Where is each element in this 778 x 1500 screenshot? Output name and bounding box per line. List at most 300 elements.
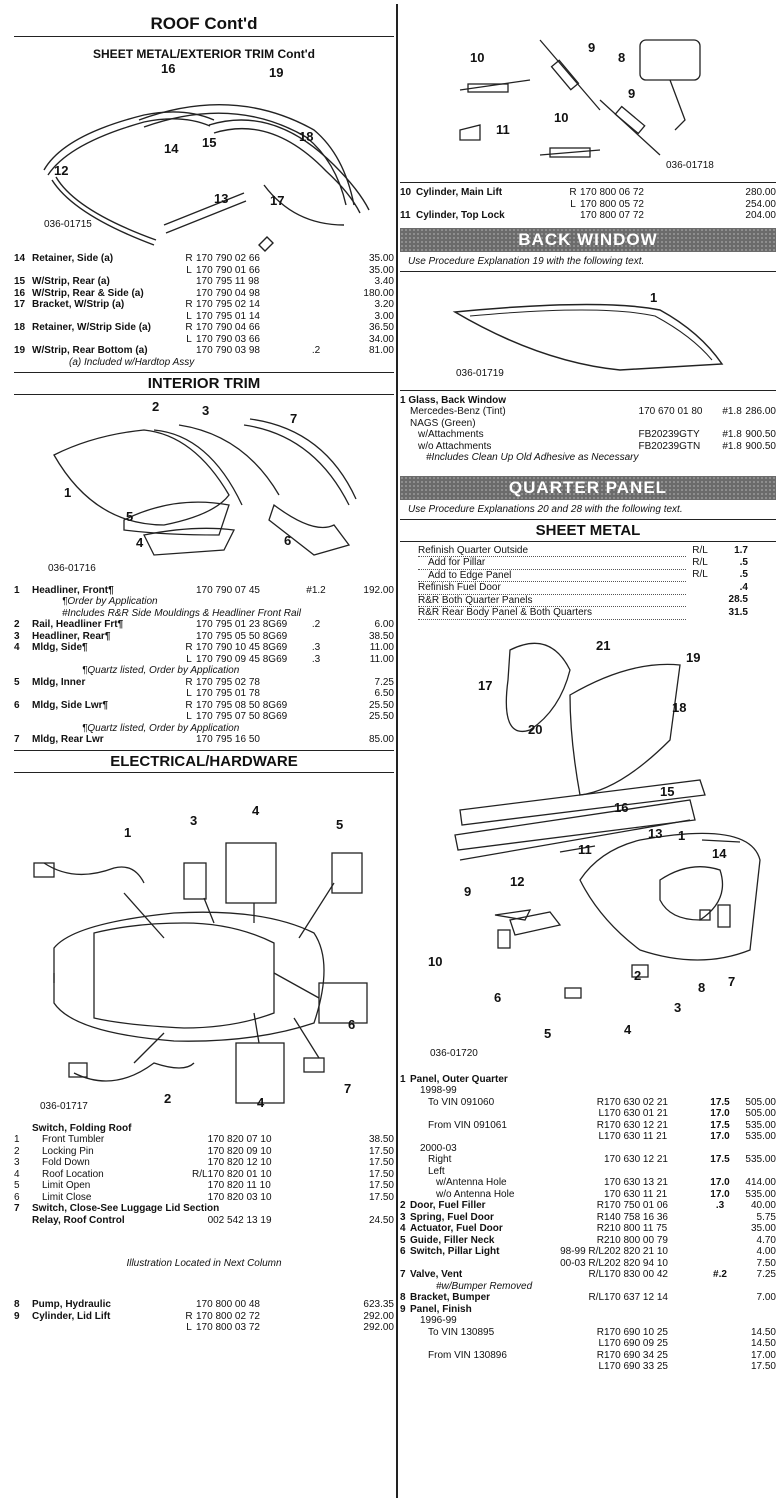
table-row xyxy=(14,265,394,277)
table-cell: Cylinder, Top Lock xyxy=(416,210,505,221)
callout: 20 xyxy=(528,721,543,737)
electrical-parts-table: Switch, Folding Roof 1 Front Tumbler 170 820 07 10 38.50 2 Locking Pin 170 820 09 10 17.50 3 Fold Down 170 820 12 10 17.50 4 Roof Location R/L 170 820 01 10 17.50 5 Limit Open 170 820 11 10 17.50 6 Limit Close 170 820 03 10 17.50 7 Switch, Close-See Luggage Lid Section Relay, Roof Control 002 542 13 19 24.50 xyxy=(14,1122,394,1226)
callout: 7 xyxy=(728,973,736,989)
table-row xyxy=(14,711,394,723)
table-cell xyxy=(702,1246,738,1258)
glass-parts-table xyxy=(400,395,776,464)
callout: 9 xyxy=(628,86,636,101)
table-cell: Bracket, W/Strip (a) xyxy=(32,299,125,310)
table-cell: 192.00 xyxy=(363,584,394,596)
table-cell: 286.00 xyxy=(745,406,776,417)
table-cell xyxy=(738,1085,776,1097)
table-cell: 9 xyxy=(14,1310,20,1322)
callout: 4 xyxy=(136,534,144,550)
table-cell: 19 xyxy=(14,345,26,356)
callout: 18 xyxy=(299,129,314,144)
table-cell xyxy=(32,265,182,277)
table-cell: 14.50 xyxy=(750,1338,776,1349)
roof-trim-illustration xyxy=(14,61,394,253)
callout: 6 xyxy=(494,989,502,1005)
table-cell: 6.50 xyxy=(374,688,394,699)
table-cell: 170 750 01 06 xyxy=(604,1200,668,1211)
back-window-illustration xyxy=(400,272,776,390)
table-cell: 16 xyxy=(14,287,26,299)
table-cell: 535.00 xyxy=(745,1119,776,1131)
table-row xyxy=(400,429,776,441)
table-cell xyxy=(410,1361,556,1373)
table-cell: Mldg, Inner xyxy=(32,676,86,688)
refinish-table xyxy=(418,545,748,620)
table-cell: .4 xyxy=(739,581,748,593)
table-cell: 81.00 xyxy=(368,345,394,356)
table-cell: #1.2 xyxy=(306,584,326,596)
table-cell: 170 820 03 10 xyxy=(207,1191,272,1203)
table-cell xyxy=(702,1235,738,1247)
table-cell: 4.00 xyxy=(756,1246,776,1257)
callout: 17 xyxy=(270,193,285,208)
callout: 18 xyxy=(672,699,687,715)
table-cell: 17.50 xyxy=(368,1191,394,1203)
table-cell: 204.00 xyxy=(745,210,776,221)
table-cell: 17.5 xyxy=(710,1096,730,1108)
table-cell xyxy=(400,1315,410,1327)
table-cell: Headliner, Front¶ xyxy=(32,584,114,596)
table-cell: W/Strip, Rear & Side (a) xyxy=(32,287,144,299)
table-row xyxy=(14,631,394,643)
table-cell: Roof Location xyxy=(42,1168,104,1180)
table-cell: 11.00 xyxy=(369,653,394,665)
table-cell: L xyxy=(186,333,192,345)
table-cell: 17.0 xyxy=(710,1108,730,1119)
table-cell xyxy=(702,1292,738,1304)
table-cell xyxy=(738,1304,776,1316)
table-row xyxy=(14,734,394,746)
table-cell: 85.00 xyxy=(368,734,394,745)
table-cell: 1 xyxy=(14,584,20,596)
table-row xyxy=(14,585,394,597)
table-cell: 17.5 xyxy=(710,1154,730,1165)
table-cell: Bracket, Bumper xyxy=(410,1292,491,1303)
table-cell: 15 xyxy=(14,276,26,287)
table-cell xyxy=(702,1304,738,1316)
table-cell: R xyxy=(596,1223,604,1234)
table-cell: #1.8 xyxy=(722,429,742,440)
table-cell: L xyxy=(598,1361,604,1372)
figure-id: 036-01716 xyxy=(48,562,96,574)
table-cell: FB20239GTN xyxy=(638,440,701,452)
table-row xyxy=(400,1315,776,1327)
callout: 7 xyxy=(290,410,298,426)
table-row xyxy=(400,1166,776,1178)
table-cell xyxy=(296,334,336,346)
table-cell: 17 xyxy=(14,299,26,310)
table-cell: 170 795 02 14 xyxy=(196,299,260,310)
figure-id: 036-01720 xyxy=(430,1047,478,1059)
table-cell: 7.50 xyxy=(756,1257,776,1269)
table-cell: 170 790 03 98 xyxy=(196,345,260,356)
table-cell: R/L xyxy=(692,556,708,568)
table-row xyxy=(400,1258,776,1270)
table-cell xyxy=(738,1315,776,1327)
table-cell xyxy=(296,288,336,300)
table-cell: Refinish Quarter Outside xyxy=(418,545,686,557)
table-cell: Guide, Filler Neck xyxy=(410,1234,495,1246)
table-row xyxy=(14,619,394,631)
callout: 10 xyxy=(428,953,443,969)
table-cell xyxy=(604,1281,702,1293)
table-row xyxy=(400,1246,776,1258)
callout: 6 xyxy=(348,1016,356,1032)
figure-id: 036-01717 xyxy=(40,1100,88,1112)
table-cell: 170 790 02 66 xyxy=(196,253,260,264)
table-row xyxy=(400,1212,776,1224)
interior-trim-illustration xyxy=(14,395,394,585)
table-cell xyxy=(14,688,32,700)
table-cell xyxy=(182,276,196,288)
table-cell: 17.0 xyxy=(710,1177,730,1188)
table-cell: 180.00 xyxy=(363,287,394,299)
table-cell xyxy=(296,711,336,723)
callout: 5 xyxy=(336,816,344,832)
table-cell: 36.50 xyxy=(368,322,394,333)
table-cell: 2 xyxy=(14,1145,20,1157)
table-cell: Switch, Pillar Light xyxy=(410,1246,500,1257)
electrical-title: ELECTRICAL/HARDWARE xyxy=(110,752,298,770)
callout: 15 xyxy=(202,135,217,150)
table-cell xyxy=(14,265,32,277)
table-cell xyxy=(32,311,182,323)
table-cell: 210 800 11 75 xyxy=(604,1223,668,1234)
pump-parts-table xyxy=(14,1299,394,1334)
table-cell xyxy=(604,1074,702,1086)
table-cell: L xyxy=(598,1131,604,1142)
table-cell xyxy=(604,1166,702,1178)
table-cell: #Includes R&R Side Mouldings & Headliner Front Rail xyxy=(62,607,302,619)
table-cell: 8 xyxy=(400,1292,406,1303)
table-cell: 14.50 xyxy=(750,1326,776,1338)
table-cell xyxy=(296,311,336,323)
quarter-panel-title: QUARTER PANEL xyxy=(400,476,776,500)
table-cell: R/L xyxy=(588,1269,604,1280)
table-cell: 170 790 04 98 xyxy=(196,287,260,299)
table-cell xyxy=(745,395,776,407)
table-cell: Add to Edge Panel xyxy=(418,569,686,582)
table-cell: 3.40 xyxy=(374,276,394,287)
callout: 2 xyxy=(634,967,642,983)
table-cell: 280.00 xyxy=(745,187,776,198)
callout: 5 xyxy=(544,1025,552,1041)
back-window-title: BACK WINDOW xyxy=(400,228,776,252)
table-cell xyxy=(400,1338,410,1350)
table-cell: 170 820 01 10 xyxy=(207,1168,272,1180)
table-cell xyxy=(686,594,714,607)
table-cell: .2 xyxy=(311,619,321,630)
table-cell: W/Strip, Rear Bottom (a) xyxy=(32,345,148,356)
table-row xyxy=(14,299,394,311)
callout: 14 xyxy=(712,845,727,861)
table-cell xyxy=(556,1315,604,1327)
table-cell xyxy=(296,322,336,334)
table-cell: 170 795 01 14 xyxy=(196,310,260,322)
table-cell: L xyxy=(598,1108,604,1119)
sheet-metal-subtitle: SHEET METAL/EXTERIOR TRIM Cont'd xyxy=(93,47,315,61)
table-cell: R xyxy=(596,1349,604,1361)
table-cell: L xyxy=(186,310,192,322)
table-cell: 1998-99 xyxy=(420,1085,457,1096)
table-cell: 31.5 xyxy=(728,606,748,618)
table-row xyxy=(400,1338,776,1350)
table-cell xyxy=(296,631,336,643)
table-cell: 170 690 34 25 xyxy=(604,1349,668,1361)
table-cell: 900.50 xyxy=(745,440,776,452)
table-row xyxy=(418,569,748,582)
table-cell xyxy=(738,1074,776,1086)
table-cell: R&R Both Quarter Panels xyxy=(418,594,686,607)
table-row xyxy=(14,288,394,300)
table-cell: R xyxy=(185,1310,193,1322)
table-cell: #w/Bumper Removed xyxy=(436,1280,533,1292)
table-cell xyxy=(702,1338,738,1350)
table-cell: 170 690 10 25 xyxy=(604,1326,668,1338)
roof-title: ROOF Cont'd xyxy=(150,14,258,33)
table-cell xyxy=(14,711,32,723)
table-cell: Door, Fuel Filler xyxy=(410,1200,486,1211)
table-cell: 3.20 xyxy=(374,299,394,310)
table-cell: 17.50 xyxy=(368,1180,394,1191)
table-cell xyxy=(400,1108,410,1120)
table-cell xyxy=(686,582,714,595)
table-cell: 170 800 07 72 xyxy=(580,210,644,221)
table-cell: W/Strip, Rear (a) xyxy=(32,276,110,287)
table-cell xyxy=(702,1223,738,1235)
table-cell: 6.00 xyxy=(374,619,394,630)
table-cell: #1.8 xyxy=(722,406,742,417)
table-cell xyxy=(296,253,336,265)
callout: 10 xyxy=(470,50,485,65)
table-cell: 292.00 xyxy=(363,1310,394,1322)
table-cell: 170 820 07 10 xyxy=(207,1134,272,1145)
table-cell: 170 795 01 78 xyxy=(196,688,260,699)
right-column xyxy=(400,0,776,1373)
table-cell: Limit Close xyxy=(42,1191,92,1203)
table-row xyxy=(400,1154,776,1166)
table-row xyxy=(400,1074,776,1086)
table-row xyxy=(14,1169,394,1181)
table-row xyxy=(400,1361,776,1373)
table-cell xyxy=(604,1143,702,1155)
table-cell: 140 758 16 36 xyxy=(604,1211,668,1223)
table-cell xyxy=(702,1350,738,1362)
table-cell xyxy=(604,1315,702,1327)
table-cell: Valve, Vent xyxy=(410,1269,463,1280)
callout: 13 xyxy=(214,191,229,206)
table-cell: Rail, Headliner Frt¶ xyxy=(32,619,124,630)
table-cell xyxy=(192,1192,208,1204)
table-cell: 505.00 xyxy=(745,1108,776,1119)
table-cell: 170 690 09 25 xyxy=(604,1338,668,1349)
table-cell: Headliner, Rear¶ xyxy=(32,630,111,642)
table-cell: 254.00 xyxy=(745,198,776,210)
table-cell xyxy=(719,452,746,464)
table-cell xyxy=(182,585,196,597)
table-row xyxy=(14,253,394,265)
table-cell xyxy=(400,1361,410,1373)
table-cell: .3 xyxy=(311,642,321,653)
table-row xyxy=(400,1223,776,1235)
table-cell xyxy=(32,711,182,723)
table-row xyxy=(14,311,394,323)
callout: 17 xyxy=(478,677,493,693)
callout: 3 xyxy=(190,812,198,828)
table-cell xyxy=(400,1350,410,1362)
table-cell: 10 xyxy=(400,187,412,198)
table-row xyxy=(14,1299,394,1311)
table-cell: R/L xyxy=(192,1168,208,1180)
table-cell: 6 xyxy=(14,1191,20,1203)
table-cell: w/Attachments xyxy=(418,429,484,440)
table-cell: 2000-03 xyxy=(420,1142,457,1154)
table-cell: 5 xyxy=(14,1180,20,1191)
table-row xyxy=(418,607,748,620)
table-cell xyxy=(192,1180,208,1192)
table-row xyxy=(14,665,394,677)
table-cell xyxy=(400,1085,410,1097)
table-row xyxy=(400,418,776,430)
table-cell: 170 820 11 10 xyxy=(207,1180,271,1191)
table-cell: .3 xyxy=(311,653,321,665)
table-cell: w/Antenna Hole xyxy=(436,1177,507,1188)
callout: 7 xyxy=(344,1080,352,1096)
table-cell xyxy=(719,418,746,430)
callout: 11 xyxy=(496,122,510,137)
table-cell: 170 790 01 66 xyxy=(196,264,260,276)
table-cell: 17.00 xyxy=(750,1349,776,1361)
table-cell xyxy=(556,1074,604,1086)
table-cell xyxy=(32,334,182,346)
table-cell xyxy=(738,1166,776,1178)
table-cell: 6 xyxy=(14,699,20,711)
table-cell: R xyxy=(596,1326,604,1338)
table-cell: 1996-99 xyxy=(420,1315,457,1326)
relay-price: 24.50 xyxy=(368,1214,394,1226)
table-cell xyxy=(702,1143,738,1155)
table-cell xyxy=(556,1166,604,1178)
table-cell xyxy=(639,418,719,430)
table-cell: 7 xyxy=(14,734,20,745)
table-cell: 170 670 01 80 xyxy=(638,406,703,417)
table-cell: R xyxy=(569,187,577,198)
table-cell: L xyxy=(598,1338,604,1349)
table-cell: 292.00 xyxy=(363,1322,394,1333)
table-cell xyxy=(192,1146,208,1158)
table-cell: 3 xyxy=(400,1211,406,1223)
table-row xyxy=(400,1304,776,1316)
table-cell xyxy=(192,1134,208,1146)
table-row xyxy=(400,406,776,418)
table-row xyxy=(400,1097,776,1109)
table-row xyxy=(14,1192,394,1204)
table-cell: 9 xyxy=(400,1303,406,1315)
table-cell: 535.00 xyxy=(745,1154,776,1165)
table-cell xyxy=(416,199,566,211)
table-cell xyxy=(556,1143,604,1155)
table-cell xyxy=(639,452,719,464)
table-row xyxy=(400,1327,776,1339)
table-cell xyxy=(745,452,776,464)
hydraulic-drawing xyxy=(400,0,776,182)
roof-footnote: (a) Included w/Hardtop Assy xyxy=(69,356,195,368)
table-cell: 3.00 xyxy=(374,310,394,322)
table-cell xyxy=(400,199,416,211)
table-cell xyxy=(556,1281,604,1293)
table-cell: NAGS (Green) xyxy=(410,417,476,429)
table-cell xyxy=(410,1108,556,1120)
table-cell: 202 820 21 10 xyxy=(604,1246,668,1257)
table-cell xyxy=(702,1166,738,1178)
relay-part: 002 542 13 19 xyxy=(207,1214,272,1226)
table-row xyxy=(418,545,748,557)
table-cell: R/L xyxy=(588,1292,604,1303)
table-cell: #1.8 xyxy=(722,440,742,452)
cylinder-parts-table xyxy=(400,187,776,222)
table-cell: 17.0 xyxy=(710,1131,730,1142)
table-cell: 38.50 xyxy=(368,630,394,642)
table-cell xyxy=(702,1315,738,1327)
callout: 16 xyxy=(614,799,629,815)
table-cell: 38.50 xyxy=(368,1134,394,1145)
table-cell: 4 xyxy=(400,1223,406,1234)
figure-id: 036-01715 xyxy=(44,219,92,230)
table-cell: From VIN 091061 xyxy=(428,1119,507,1131)
quarter-panel-illustration xyxy=(400,620,776,1072)
table-cell xyxy=(410,1338,556,1350)
table-cell xyxy=(32,654,182,666)
table-cell: 210 800 00 79 xyxy=(604,1234,668,1246)
table-cell: #Includes Clean Up Old Adhesive as Necessary xyxy=(426,452,639,463)
table-row xyxy=(14,688,394,700)
table-cell: 170 630 02 21 xyxy=(604,1096,668,1108)
table-cell: .5 xyxy=(739,569,748,580)
table-cell xyxy=(400,1258,410,1270)
table-cell: 170 790 10 45 8G69 xyxy=(196,642,288,653)
table-row xyxy=(400,441,776,453)
table-row xyxy=(14,1180,394,1192)
table-row xyxy=(400,1108,776,1120)
table-row xyxy=(400,1143,776,1155)
callout: 1 xyxy=(650,289,658,305)
table-cell: L xyxy=(186,1322,192,1333)
table-cell: 535.00 xyxy=(745,1131,776,1142)
table-row xyxy=(14,334,394,346)
quarter-parts-table xyxy=(400,1074,776,1373)
callout: 12 xyxy=(510,873,525,889)
table-cell: 4 xyxy=(14,1168,20,1180)
table-cell xyxy=(296,265,336,277)
table-cell: 8 xyxy=(14,1299,20,1310)
table-cell xyxy=(296,299,336,311)
table-cell: 170 795 16 50 xyxy=(196,734,260,745)
table-cell: 1 xyxy=(400,1073,406,1085)
table-cell: 170 790 07 45 xyxy=(196,584,260,596)
table-cell xyxy=(296,677,336,689)
table-cell: 414.00 xyxy=(745,1177,776,1188)
table-cell: w/o Antenna Hole xyxy=(436,1188,515,1200)
table-cell: Front Tumbler xyxy=(42,1134,105,1145)
table-cell: Locking Pin xyxy=(42,1145,94,1157)
table-cell: 170 637 12 14 xyxy=(604,1292,668,1303)
table-row xyxy=(400,187,776,199)
table-cell: Fold Down xyxy=(42,1157,90,1168)
